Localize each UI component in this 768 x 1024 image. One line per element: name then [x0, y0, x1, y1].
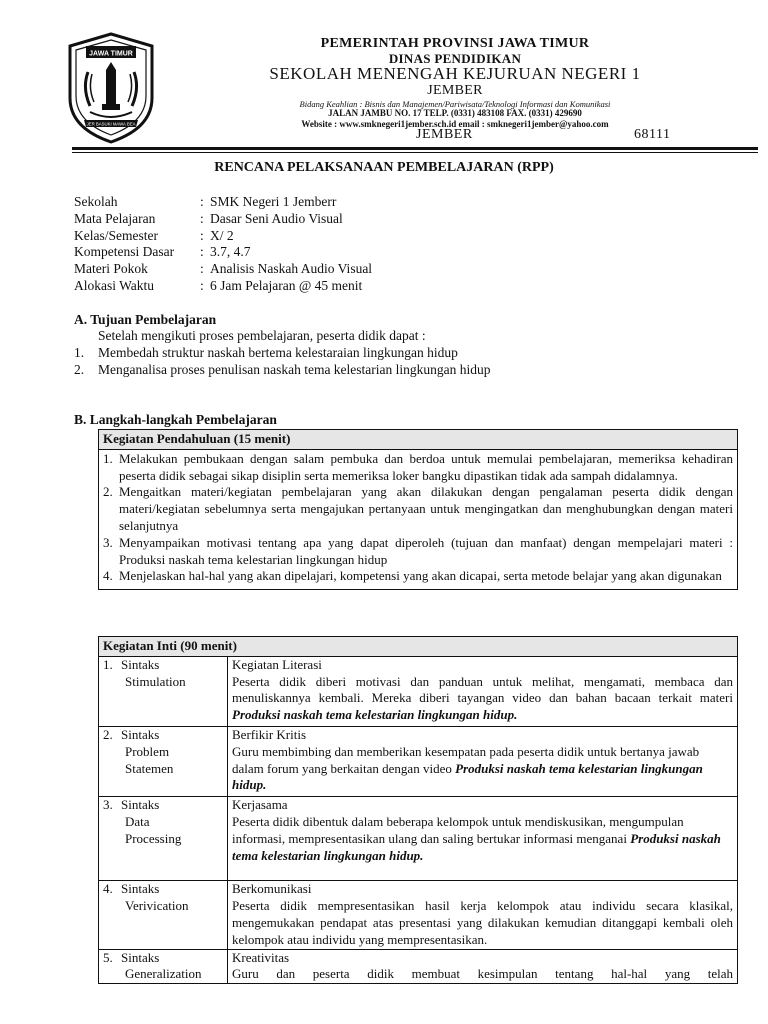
- identity-colon: :: [200, 210, 204, 226]
- list-number: 1.: [103, 450, 113, 466]
- list-item: [99, 484, 737, 534]
- identity-colon: :: [200, 261, 204, 277]
- svg-text:JER BASUKI MAWA BEA: JER BASUKI MAWA BEA: [86, 121, 136, 127]
- pendahuluan-header: Kegiatan Pendahuluan (15 menit): [99, 430, 738, 450]
- list-item: [99, 535, 737, 569]
- sintaks-name: Problem: [125, 743, 170, 759]
- sintaks-name: Data: [125, 813, 150, 829]
- letterhead-city-footer: JEMBER: [416, 127, 473, 142]
- identity-key: Mata Pelajaran: [74, 210, 156, 226]
- sintaks-name: Stimulation: [125, 673, 186, 689]
- identity-value: Analisis Naskah Audio Visual: [210, 261, 373, 277]
- list-number: 1.: [74, 345, 85, 360]
- pendahuluan-table: [98, 429, 738, 590]
- inti-header: Kegiatan Inti (90 menit): [99, 637, 738, 657]
- identity-key: Materi Pokok: [74, 261, 148, 277]
- list-item: [74, 362, 491, 379]
- identity-value: X/ 2: [210, 227, 234, 243]
- letterhead-fields: Bidang Keahlian : Bisnis dan Manajemen/Pariwisata/Teknologi Informasi dan Komunikasi: [299, 99, 611, 109]
- section-b-heading: B. Langkah-langkah Pembelajaran: [74, 412, 277, 427]
- activity-title: Kegiatan Literasi: [232, 656, 322, 672]
- identity-colon: :: [200, 277, 204, 293]
- identity-key: Kelas/Semester: [74, 227, 158, 243]
- list-number: 3.: [103, 534, 113, 550]
- activity-title: Berkomunikasi: [232, 881, 312, 897]
- list-item: [99, 451, 737, 485]
- table-row: [99, 881, 738, 949]
- document-title: RENCANA PELAKSANAAN PEMBELAJARAN (RPP): [214, 160, 554, 175]
- activity-title: Kerjasama: [232, 797, 288, 813]
- identity-key: Kompetensi Dasar: [74, 244, 175, 260]
- sintaks-label: Sintaks: [121, 881, 160, 897]
- sintaks-label: Sintaks: [121, 656, 160, 672]
- list-text: Menyampaikan motivasi tentang apa yang dapat diperoleh (tujuan dan manfaat) dengan mempelajari materi : Produksi naskah tema kelestarian lingkungan hidup: [119, 534, 733, 567]
- svg-text:JAWA TIMUR: JAWA TIMUR: [89, 50, 133, 58]
- letterhead-agency: DINAS PENDIDIKAN: [388, 51, 522, 66]
- objectives-list: [74, 345, 491, 379]
- letterhead-contact: Website : www.smknegeri1jember.sch.id email : smknegeri1jember@yahoo.com: [301, 119, 609, 129]
- activity-cell: [228, 881, 738, 949]
- sintaks-label: Sintaks: [121, 949, 160, 965]
- list-number: 4.: [103, 568, 113, 584]
- sintaks-cell: [99, 726, 228, 796]
- section-a-intro: Setelah mengikuti proses pembelajaran, peserta didik dapat :: [98, 328, 426, 343]
- sintaks-name: Generalization: [125, 966, 202, 982]
- activity-title: Kreativitas: [232, 949, 290, 965]
- identity-row: [74, 228, 372, 245]
- letterhead-city: JEMBER: [427, 83, 483, 98]
- activity-cell: [228, 726, 738, 796]
- sintaks-label: Sintaks: [121, 797, 160, 813]
- sintaks-cell: [99, 949, 228, 984]
- letterhead-divider-thick: [72, 147, 758, 150]
- identity-row: [74, 244, 372, 261]
- list-number: 2.: [103, 484, 113, 500]
- row-number: 1.: [103, 656, 113, 672]
- activity-cell: [228, 949, 738, 984]
- identity-value: Dasar Seni Audio Visual: [210, 210, 343, 226]
- list-item: [99, 568, 737, 585]
- letterhead-government: PEMERINTAH PROVINSI JAWA TIMUR: [320, 36, 590, 51]
- section-a-heading: A. Tujuan Pembelajaran: [74, 312, 217, 327]
- list-number: 2.: [74, 361, 85, 377]
- letterhead-postcode: 68111: [634, 127, 671, 142]
- activity-desc-text: Peserta didik diberi motivasi dan panduan untuk melihat, mengamati, membaca dan menuliskannya kembali. Mereka diberi tayangan video dan bahan bacaan terkait materi: [232, 673, 733, 706]
- sintaks-name: Statemen: [125, 760, 174, 776]
- sintaks-cell: [99, 656, 228, 726]
- identity-colon: :: [200, 244, 204, 260]
- table-row: [99, 726, 738, 796]
- identity-block: [74, 194, 372, 295]
- letterhead-school-name: SEKOLAH MENENGAH KEJURUAN NEGERI 1: [269, 64, 641, 83]
- activity-emphasis: Produksi naskah tema kelestarian lingkungan hidup.: [232, 707, 518, 723]
- list-text: Melakukan pembukaan dengan salam pembuka dan berdoa untuk memulai pembelajaran, memeriksa kehadiran peserta didik sebagai sikap disiplin serta memeriksa loker bangku dipastikan tidak ada sampah didalamnya.: [119, 450, 733, 483]
- activity-desc: [232, 814, 733, 864]
- letterhead-divider-thin: [72, 152, 758, 153]
- sintaks-cell: [99, 881, 228, 949]
- provincial-emblem-logo: [66, 32, 156, 144]
- identity-row: [74, 211, 372, 228]
- activity-cell: [228, 656, 738, 726]
- activity-desc-text: Guru membimbing dan memberikan kesempatan pada peserta didik untuk bertanya jawab dalam forum yang berkaitan dengan video: [232, 743, 700, 776]
- identity-key: Alokasi Waktu: [74, 277, 155, 293]
- activity-cell: [228, 797, 738, 881]
- list-text: Membedah struktur naskah bertema kelestaraian lingkungan hidup: [98, 345, 458, 360]
- activity-emphasis: Produksi naskah tema kelestarian lingkungan hidup.: [232, 830, 721, 863]
- sintaks-cell: [99, 797, 228, 881]
- activity-emphasis: Produksi naskah tema kelestarian lingkungan hidup.: [232, 760, 703, 793]
- identity-value: 3.7, 4.7: [210, 244, 251, 260]
- activity-desc: [232, 744, 733, 794]
- activity-desc-text: Peserta didik dibentuk dalam beberapa kelompok untuk mendiskusikan, mengumpulan informasi, mempresentasikan ulang dan saling bertukar informasi menganai: [232, 813, 684, 846]
- identity-key: Sekolah: [74, 194, 118, 209]
- identity-row: [74, 261, 372, 278]
- activity-title: Berfikir Kritis: [232, 726, 307, 742]
- identity-colon: :: [200, 227, 204, 243]
- row-number: 5.: [103, 949, 113, 965]
- activity-desc: Peserta didik mempresentasikan hasil kerja kelompok atau individu secara klasikal, mengemukakan pendapat atas presentasi yang dilakukan kemudian ditanggapi kembali oleh kelompok atau individu yang mempresentasikan.: [232, 898, 733, 947]
- identity-value: SMK Negeri 1 Jemberr: [210, 194, 337, 209]
- sintaks-label: Sintaks: [121, 726, 160, 742]
- list-text: Menjelaskan hal-hal yang akan dipelajari, kompetensi yang akan dicapai, serta metode belajar yang akan digunakan: [119, 568, 722, 584]
- pendahuluan-body: [99, 449, 738, 589]
- identity-colon: :: [200, 194, 204, 209]
- letterhead-address: JALAN JAMBU NO. 17 TELP. (0331) 483108 FAX. (0331) 429690: [328, 108, 582, 118]
- row-number: 4.: [103, 881, 113, 897]
- table-row: [99, 949, 738, 984]
- list-text: Menganalisa proses penulisan naskah tema kelestarian lingkungan hidup: [98, 361, 491, 377]
- identity-value: 6 Jam Pelajaran @ 45 menit: [210, 277, 363, 293]
- sintaks-name: Verivication: [125, 898, 189, 914]
- table-row: [99, 797, 738, 881]
- identity-row: [74, 278, 372, 295]
- table-row: [99, 656, 738, 726]
- row-number: 2.: [103, 726, 113, 742]
- sintaks-name: Processing: [125, 830, 182, 846]
- row-number: 3.: [103, 797, 113, 813]
- inti-table: [98, 636, 738, 984]
- activity-desc: Guru dan peserta didik membuat kesimpulan tentang hal-hal yang telah: [232, 966, 733, 982]
- activity-desc: [232, 674, 733, 724]
- list-item: [74, 345, 491, 362]
- list-text: Mengaitkan materi/kegiatan pembelajaran yang akan dilakukan dengan pengalaman peserta didik dengan materi/kegiatan sebelumnya serta mengajukan pertanyaan untuk mengingatkan dan menghubungkan dengan materi selanjutnya: [119, 484, 733, 533]
- identity-row: [74, 194, 372, 211]
